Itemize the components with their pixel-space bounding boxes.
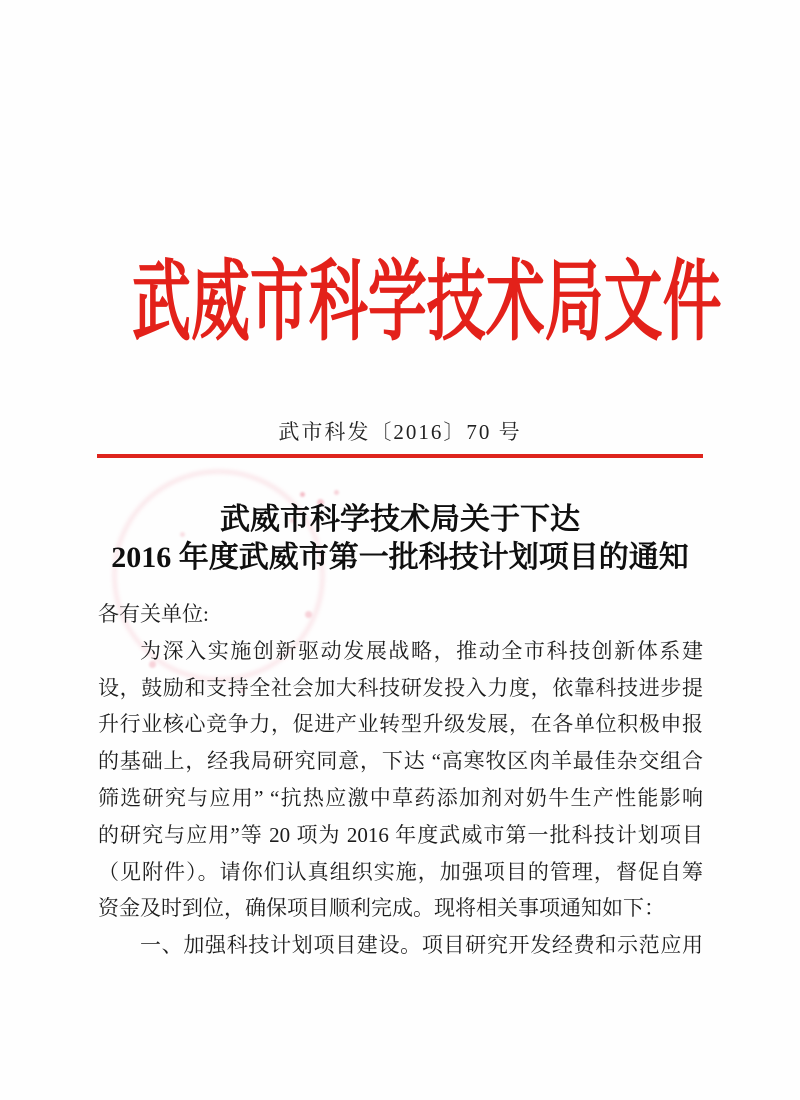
document-title-line-2: 2016 年度武威市第一批科技计划项目的通知 <box>111 541 689 574</box>
document-title <box>40 501 760 577</box>
document-title-line-1: 武威市科学技术局关于下达 <box>220 503 580 536</box>
body-salutation: 各有关单位: <box>98 602 209 626</box>
body-line: 的基础上，经我局研究同意，下达 “高寒牧区肉羊最佳杂交组合 <box>98 749 703 774</box>
body-line: 筛选研究与应用” “抗热应激中草药添加剂对奶牛生产性能影响 <box>98 785 703 810</box>
stamp-ink-speckles <box>300 492 305 497</box>
document-body <box>98 596 703 964</box>
body-line: 设，鼓励和支持全社会加大科技研发投入力度，依靠科技进步提 <box>98 675 703 700</box>
body-line: （见附件）。请你们认真组织实施，加强项目的管理，督促自筹 <box>98 859 703 884</box>
body-line: 升行业核心竞争力，促进产业转型升级发展，在各单位积极申报 <box>98 712 703 737</box>
body-line: 资金及时到位，确保项目顺利完成。现将相关事项通知如下： <box>98 896 665 921</box>
body-line-numbered-item: 一、加强科技计划项目建设。项目研究开发经费和示范应用 <box>140 933 703 958</box>
body-line: 的研究与应用”等 20 项为 2016 年度武威市第一批科技计划项目 <box>98 822 703 847</box>
red-divider-line <box>97 454 703 458</box>
agency-letterhead: 武威市科学技术局文件 <box>132 255 722 352</box>
body-line: 为深入实施创新驱动发展战略，推动全市科技创新体系建 <box>140 638 703 663</box>
document-number: 武市科发〔2016〕70 号 <box>278 420 522 444</box>
